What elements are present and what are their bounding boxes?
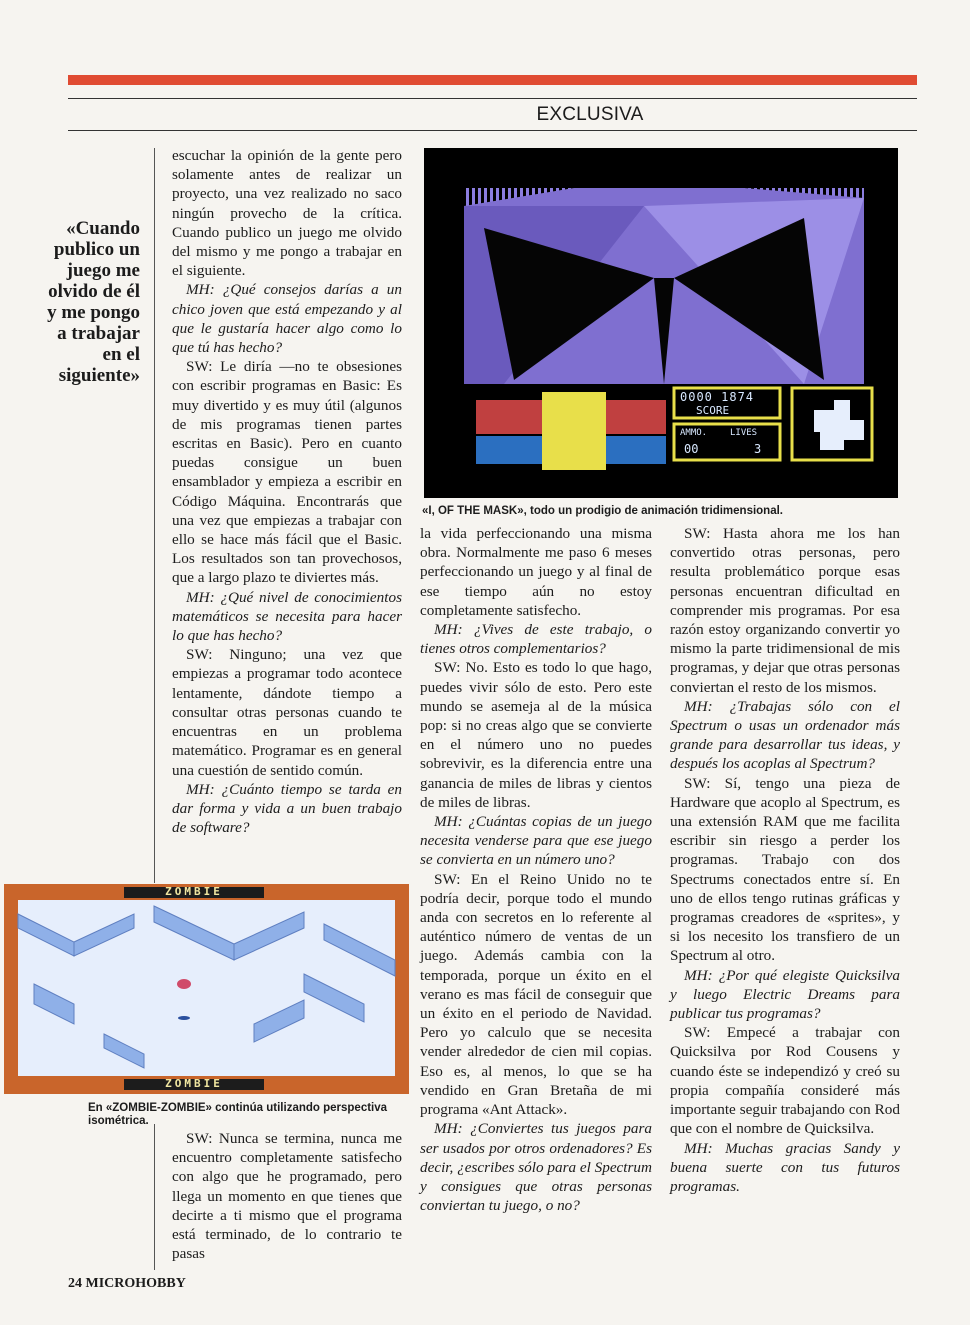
mask-3d-scene [424,148,898,498]
mask-ammo-value: 00 [684,442,699,456]
mask-ammo-label: AMMO. [680,428,708,438]
paragraph: SW: Empecé a trabajar con Quicksilva por Rod Cousens y cuando éste se independizó y creó su propia compañía consideré más importante seguir trabajando con Rod que con el nombre de Quicksilva. [670,1024,900,1138]
page-footer [68,1276,186,1292]
paragraph: SW: Ninguno; una vez que empiezas a programar todo acontece lentamente, dándote tiempo a consultar otras personas cuando te encuentras en un problema matemático. Programar es en general una cuestión de sentido común. [172,646,402,779]
column-divider-lower [154,1124,155,1270]
mask-screenshot [424,148,898,498]
mask-caption: «I, OF THE MASK», todo un prodigio de animación tridimensional. [422,505,783,517]
page-number: 24 [68,1276,82,1291]
article-column-1-continued [172,1129,402,1263]
column-divider [154,148,155,883]
paragraph: SW: No. Esto es todo lo que hago, puedes vivir sólo de esto. Pero este mundo se asemeja al de la música pop: si no creas algo que se convierte en el número uno no puedes sobrevivir, es la diferencia entre una ganancia de miles de libras y cientos de miles de libras. [420,659,652,811]
zombie-title-bottom: ZOMBIE [165,1077,223,1090]
paragraph: MH: ¿Conviertes tus juegos para ser usados por otros ordenadores? Es decir, ¿escribes sólo para el Spectrum y consigues que otras personas conviertan tu juego, o no? [420,1120,652,1215]
zombie-caption: En «ZOMBIE-ZOMBIE» continúa utilizando perspectiva isométrica. [88,1102,388,1127]
magazine-name: MICROHOBBY [85,1276,186,1291]
zombie-isometric-scene [4,884,409,1094]
pull-quote: «Cuando publico un juego me olvido de él y me pongo a trabajar en el siguiente» [47,218,140,386]
mask-score-value: 0000 1874 [680,390,755,404]
paragraph: SW: Le diría —no te obsesiones con escribir programas en Basic: Es muy divertido y es muy útil (algunos de mis programas tienen partes escritas en Basic). Pero en cuanto puedas consigue un buen ensamblador y empieza a escribir en Código Máquina. Encontrarás que una vez que empiezas a trabajar con ello se hace más fácil que el Basic. Los resultados son tan provechosos, que a largo plazo te diviertes más. [172,358,402,587]
paragraph: SW: Hasta ahora me los han convertido otras personas, pero resulta problemático porque esas personas encuentran dificultad en comprender mis programas. Por esa razón estoy organizando convertir yo mismo la parte tridimensional de mis programas, y dejar que otras personas conviertan el resto de los mismos. [670,525,900,696]
paragraph: SW: Sí, tengo una pieza de Hardware que acoplo al Spectrum, es una extensión RAM que me facilita escribir sin riesgo a perder los programas. Trabajo con dos Spectrums conectados entre sí. En uno de ellos tengo rutinas gráficas y programas creadores de «sprites», y si los necesito los transfiero de un Spectrum al otro. [670,774,900,965]
mask-lives-value: 3 [754,442,762,456]
paragraph: MH: ¿Vives de este trabajo, o tienes otros complementarios? [420,621,652,658]
paragraph: MH: ¿Trabajas sólo con el Spectrum o usas un ordenador más grande para desarrollar tus ideas, y después los acoplas al Spectrum? [670,697,900,773]
paragraph: MH: ¿Cuánto tiempo se tarda en dar forma y vida a un buen trabajo de software? [172,780,402,837]
section-title: EXCLUSIVA [536,104,644,125]
header-rule-top [68,98,917,99]
paragraph: MH: ¿Qué consejos darías a un chico joven que está empezando y al que le gustaría hacer algo como lo que tú has hecho? [172,281,402,357]
paragraph: MH: Muchas gracias Sandy y buena suerte con tus futuros programas. [670,1139,900,1195]
article-column-1 [172,146,402,837]
mask-lives-label: LIVES [730,428,758,438]
paragraph: MH: ¿Cuántas copias de un juego necesita venderse para que ese juego se convierta en un número uno? [420,813,652,869]
paragraph: MH: ¿Por qué elegiste Quicksilva y luego Electric Dreams para publicar tus programas? [670,966,900,1023]
paragraph: SW: En el Reino Unido no te podría decir, porque todo el mundo anda con secretos en lo referente al auténtico número de ventas de un juego. Además cambia con la temporada, porque un éxito en el verano es mas fácil de conseguir que un éxito en el periodo de Navidad. Pero yo calculo que se necesita vender alrededor de cien mil copias. Eso es, al menos, lo que se ha vendido en Gran Bretaña de mi programa «Ant Attack». [420,870,652,1119]
paragraph: SW: Nunca se termina, nunca me encuentro completamente satisfecho con algo que he programado, pero llega un momento en que tienes que decirte a ti mismo que el programa está terminado, de lo contrario te pasas [172,1130,402,1263]
paragraph: la vida perfeccionando una misma obra. Normalmente me paso 6 meses perfeccionando un juego y al final de ese tiempo aún no estoy completamente satisfecho. [420,525,652,619]
article-column-3 [670,524,900,1196]
paragraph: MH: ¿Qué nivel de conocimientos matemáticos se necesita para hacer lo que has hecho? [172,588,402,645]
zombie-screenshot [4,884,409,1094]
header-accent-bar [68,75,917,85]
paragraph: escuchar la opinión de la gente pero solamente antes de realizar un proyecto, una vez realizado no saco ningún provecho de la crítica. Cuando publico un juego me olvido del mismo y me pongo a trabajar en el siguiente. [172,147,402,280]
header-rule-bottom [68,130,917,131]
mask-score-label: SCORE [696,404,730,417]
zombie-title-top: ZOMBIE [165,885,223,898]
article-column-2 [420,524,652,1215]
